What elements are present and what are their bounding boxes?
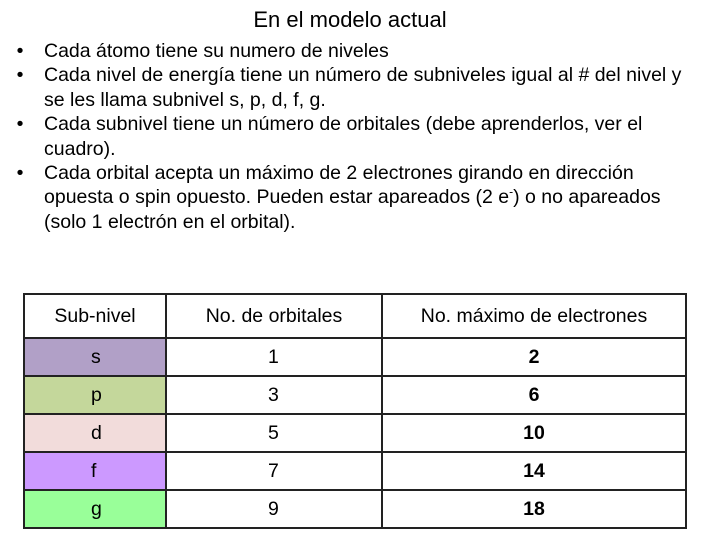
- header-max-electrons: No. máximo de electrones: [382, 294, 686, 338]
- table-row: [24, 376, 686, 414]
- cell-sublevel: p: [24, 376, 166, 414]
- cell-sublevel: s: [24, 338, 166, 376]
- bullet-item: [6, 39, 706, 63]
- table-row: [24, 414, 686, 452]
- table-row: [24, 452, 686, 490]
- cell-max-electrons: 2: [382, 338, 686, 376]
- cell-orbitals: 7: [166, 452, 382, 490]
- cell-orbitals: 9: [166, 490, 382, 528]
- sublevel-table: [23, 293, 687, 529]
- table-header-row: [24, 294, 686, 338]
- table-row: [24, 338, 686, 376]
- bullet-icon: •: [16, 40, 24, 62]
- superscript-minus: -: [509, 184, 514, 199]
- bullet-text: Cada nivel de energía tiene un número de subniveles igual al # del nivel y se les llama subnivel s, p, d, f, g.: [44, 64, 682, 111]
- header-orbitals: No. de orbitales: [166, 294, 382, 338]
- cell-max-electrons: 18: [382, 490, 686, 528]
- table-row: [24, 490, 686, 528]
- cell-orbitals: 1: [166, 338, 382, 376]
- cell-sublevel: g: [24, 490, 166, 528]
- header-sublevel: Sub-nivel: [24, 294, 166, 338]
- bullet-list: [6, 39, 706, 234]
- cell-orbitals: 3: [166, 376, 382, 414]
- bullet-item: [6, 161, 706, 234]
- cell-max-electrons: 10: [382, 414, 686, 452]
- cell-max-electrons: 6: [382, 376, 686, 414]
- cell-orbitals: 5: [166, 414, 382, 452]
- bullet-item: [6, 63, 706, 112]
- cell-max-electrons: 14: [382, 452, 686, 490]
- page-title: En el modelo actual: [253, 7, 447, 32]
- bullet-text: [44, 162, 661, 233]
- bullet-icon: •: [16, 162, 24, 185]
- bullet-item: [6, 112, 706, 161]
- cell-sublevel: f: [24, 452, 166, 490]
- bullet-icon: •: [16, 113, 24, 136]
- bullet-text: Cada átomo tiene su numero de niveles: [44, 40, 389, 62]
- bullet-text-part: ) o no apareados (solo 1 electrón en el orbital).: [44, 186, 661, 233]
- bullet-text: Cada subnivel tiene un número de orbitales (debe aprenderlos, ver el cuadro).: [44, 113, 643, 160]
- cell-sublevel: d: [24, 414, 166, 452]
- bullet-icon: •: [16, 64, 24, 87]
- bullet-text-part: Cada orbital acepta un máximo de 2 electrones girando en dirección opuesta o spin opuesto. Pueden estar apareados (2 e: [44, 162, 634, 209]
